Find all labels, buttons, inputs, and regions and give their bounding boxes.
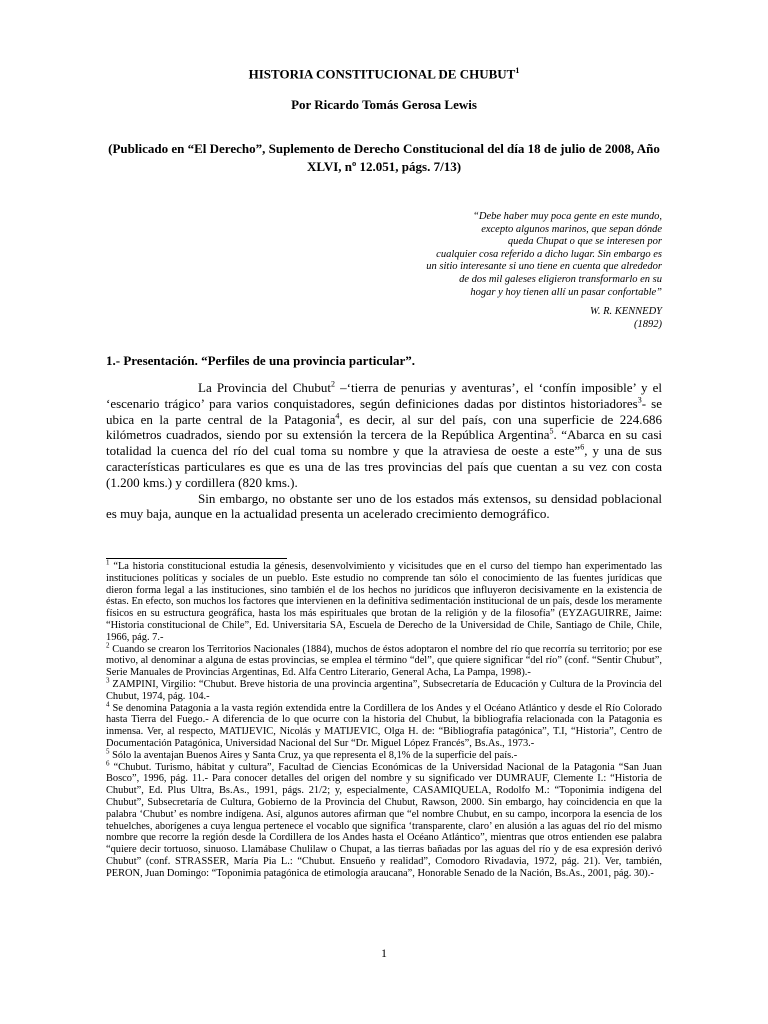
title-text: HISTORIA CONSTITUCIONAL DE CHUBUT bbox=[248, 66, 516, 82]
footnote bbox=[106, 700, 662, 750]
section-heading: 1.- Presentación. “Perfiles de una provincia particular”. bbox=[106, 353, 415, 368]
footnote-number: 1 bbox=[106, 558, 110, 567]
epigraph-line: un sitio interesante si uno tiene en cuenta que alrededor bbox=[426, 261, 662, 273]
footnote-text: ZAMPINI, Virgilio: “Chubut. Breve historia de una provincia argentina”, Subsecretaría de Educación y Cultura de la Provincia del Chubut, 1974, pág. 104.- bbox=[106, 678, 662, 702]
footnote bbox=[106, 759, 662, 880]
paragraph: Sin embargo, no obstante ser uno de los estados más extensos, su densidad poblacional es muy baja, aunque en la actualidad presenta un acelerado crecimiento demográfico. bbox=[106, 490, 662, 522]
paragraph bbox=[106, 380, 662, 491]
footnote-text: “Chubut. Turismo, hábitat y cultura”, Facultad de Ciencias Económicas de la Universidad Nacional de la Patagonia “San Juan Bosco”, 1996, pág. 11.- Para conocer detalles del origen del nombre y su significado ver DUMRAUF, Clemente I.: “Historia de Chubut”, Ed. Plus Ultra, Bs.As., 1991, págs. 21/2; y, especialmente, CASAMIQUELA, Rodolfo M.: “Toponimia indígena del Chubut”, Subsecretaría de Cultura, Gobierno de la Provincia del Chubut, Rawson, 2000. Sin embargo, hay coincidencia en que la palabra ‘Chubut’ es nombre indígena. Así, algunos autores afirman que “el nombre Chubut, en su campo, incorpora la esencia de los tehuelches, aborígenes a cuya lengua pertenece el vocablo que significa ‘transparente, claro’ en alusión a las aguas del río del mismo nombre que recorre la región desde la Cordillera de los Andes hasta el Océano Atlántico”, mientras que otros entienden ese palabra “quiere decir tortuoso, sinuoso. Llamábase Chulilaw o Chupat, a las tierras bañadas por las aguas del río y de esa expresión derivó Chubut” (conf. STRASSER, María Pia L.: “Chubut. Ensueño y realidad”, Comodoro Rivadavia, 1972, pág. 21). Ver, también, PERON, Juan Domingo: “Toponimia patagónica de etimología araucana”, Honorable Senado de la Nación, Bs.As., 2001, pág. 30).- bbox=[106, 761, 662, 879]
text-run: . “Abarca en su casi totalidad la cuenca del río del cual toma su nombre y que la atraviesa de oeste a este” bbox=[106, 427, 662, 459]
footnote-text: Se denomina Patagonia a la vasta región extendida entre la Cordillera de los Andes y el Océano Atlántico y desde el Río Colorado hasta Tierra del Fuego.- A diferencia de lo que ocurre con la historia del Chubut, la bibliografía relacionada con la Patagonia es inmensa. Ver, al respecto, MATIJEVIC, Nicolás y MATIJEVIC, Olga H. de: “Bibliografía patagónica”, T.I, “Historia”, Centro de Documentación Patagónica, Universidad Nacional del Sur “Dr. Miguel López Francés”, Bs.As., 1973.- bbox=[106, 702, 662, 749]
text-run: - se ubica en la parte central de la Patagonia bbox=[106, 395, 662, 427]
title-footnote-ref[interactable]: 1 bbox=[515, 66, 520, 75]
footnote-ref[interactable]: 6 bbox=[580, 442, 585, 452]
footnote-number: 5 bbox=[106, 747, 110, 756]
footnote-ref[interactable]: 2 bbox=[331, 379, 336, 389]
epigraph-attribution bbox=[590, 306, 662, 331]
footnote-ref[interactable]: 5 bbox=[549, 427, 554, 437]
footnote-text: Cuando se crearon los Territorios Nacionales (1884), muchos de éstos adoptaron el nombre del río que recorría su territorio; por ese motivo, al denominar a alguna de estas provincias, se emplea el término “del”, que quiere significar “del río” (conf. “Sentir Chubut”, Serie Manuales de Provincias Argentinas, Ed. Alfa Centro Literario, General Acha, La Pampa, 1998).- bbox=[106, 643, 662, 679]
epigraph-line: de dos mil galeses eligieron transformarlo en su bbox=[459, 273, 662, 285]
footnote bbox=[106, 676, 662, 703]
text-run: –‘tierra de penurias y aventuras’, el ‘confín imposible’ y el ‘escenario trágico’ para varios conquistadores, según definiciones dadas por distintos historiadores bbox=[106, 380, 662, 411]
epigraph-line: queda Chupat o que se interesen por bbox=[507, 236, 662, 248]
footnote-ref[interactable]: 4 bbox=[335, 411, 340, 421]
text-run: , y una de sus características particulares es que es una de las tres provincias del país que cuentan a su vez con costa (1.200 kms.) y cordillera (820 kms.). bbox=[106, 443, 662, 490]
epigraph-line: hogar y hoy tienen allí un pasar confortable” bbox=[470, 286, 662, 298]
epigraph-author: W. R. KENNEDY bbox=[590, 306, 662, 317]
epigraph-year: (1892) bbox=[634, 318, 662, 330]
footnote bbox=[106, 558, 662, 644]
footnotes bbox=[106, 558, 662, 880]
document-title bbox=[106, 66, 662, 82]
author-line: Por Ricardo Tomás Gerosa Lewis bbox=[291, 97, 477, 112]
footnote-number: 6 bbox=[106, 759, 110, 768]
epigraph bbox=[332, 211, 662, 299]
footnote-number: 4 bbox=[106, 700, 110, 709]
footnote bbox=[106, 747, 662, 762]
footnote-number: 3 bbox=[106, 676, 110, 685]
footnote-text: Sólo la aventajan Buenos Aires y Santa Cruz, ya que representa el 8,1% de la superficie del país.- bbox=[109, 749, 518, 761]
footnote-divider bbox=[106, 558, 287, 559]
text-run: , es decir, al sur del país, con una superficie de 224.686 kilómetros cuadrados, siendo por su extensión la tercera de la República Argentina bbox=[106, 411, 662, 443]
footnote-number: 2 bbox=[106, 641, 110, 650]
footnote-ref[interactable]: 3 bbox=[637, 395, 642, 405]
text-run: La Provincia del Chubut bbox=[198, 380, 332, 395]
epigraph-line: excepto algunos marinos, que sepan dónde bbox=[481, 223, 662, 235]
footnote-text: “La historia constitucional estudia la génesis, desenvolvimiento y vicisitudes que en el curso del tiempo han experimentado las instituciones políticas y sociales de un pueblo. Este estudio no comprende tan sólo el conocimiento de las fuentes jurídicas que dieron forma legal a las instituciones, sino también el de los hechos no jurídicos que influyeron decisivamente en la existencia de éstas. En efecto, son muchos los factores que intervienen en la definitiva sedimentación institucional de un país, desde los meramente físicos en su estructura geográfica, hasta los más espirituales que brotan de la religión y de la filosofía” (EYZAGUIRRE, Jaime: “Historia constitucional de Chile”, Ed. Universitaria SA, Escuela de Derecho de la Universidad de Chile, Santiago de Chile, Chile, 1966, pág. 7.- bbox=[106, 561, 662, 643]
epigraph-line: “Debe haber muy poca gente en este mundo, bbox=[473, 211, 662, 222]
body-text bbox=[106, 380, 662, 522]
publication-info: (Publicado en “El Derecho”, Suplemento de Derecho Constitucional del día 18 de julio de 2008, Año XLVI, nº 12.051, págs. 7/13) bbox=[108, 141, 660, 174]
page-number: 1 bbox=[381, 946, 387, 960]
footnote bbox=[106, 641, 662, 679]
epigraph-line: cualquier cosa referido a dicho lugar. Sin embargo es bbox=[436, 248, 662, 260]
